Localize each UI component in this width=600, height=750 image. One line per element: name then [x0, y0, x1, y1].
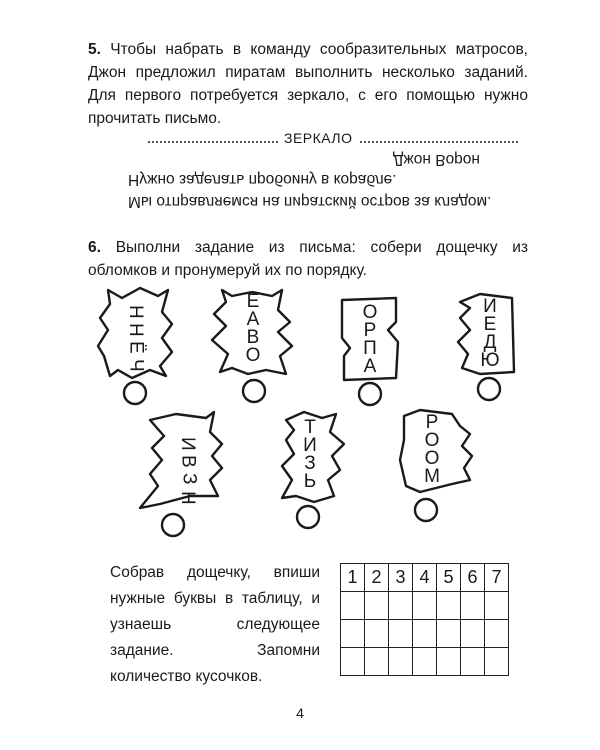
bottom-instruction: Собрав дощечку, впиши нужные буквы в таблицу, и узнаешь следующее задание. Запомни количество кусочков.	[110, 564, 320, 685]
task-5-number: 5.	[88, 41, 101, 58]
grid-header-cell-7: 7	[485, 564, 509, 592]
grid-cell[interactable]	[413, 620, 437, 648]
piece-4-letters: И Е Д Ю	[480, 296, 500, 371]
grid-cell[interactable]	[461, 592, 485, 620]
grid-cell[interactable]	[413, 648, 437, 676]
grid-cell[interactable]	[389, 648, 413, 676]
grid-row	[341, 592, 509, 620]
page-number: 4	[296, 705, 304, 721]
grid-cell[interactable]	[485, 648, 509, 676]
piece-1-letters: Н Н Ё Ч	[125, 305, 147, 372]
grid-header-cell-1: 1	[341, 564, 365, 592]
piece-3-letters: О Р П А	[362, 302, 378, 377]
task-6-number: 6.	[88, 239, 101, 256]
piece-5-circle	[162, 514, 184, 536]
grid-cell[interactable]	[341, 620, 365, 648]
grid-row	[341, 620, 509, 648]
piece-6-letters: Т И З Ь	[303, 417, 317, 492]
grid-header-cell-3: 3	[389, 564, 413, 592]
grid-cell[interactable]	[461, 648, 485, 676]
grid-header-cell-6: 6	[461, 564, 485, 592]
piece-3-circle	[359, 383, 381, 405]
task-6-text: Выполни задание из письма: собери дощечку из обломков и пронумеруй их по порядку.	[88, 239, 529, 279]
piece-1-circle	[124, 382, 146, 404]
grid-cell[interactable]	[437, 620, 461, 648]
task-5-text: Чтобы набрать в команду сообразительных матросов, Джон предложил пиратам выполнить несколько заданий. Для первого потребуется зеркало, с его помощью нужно прочитать письмо.	[88, 41, 528, 127]
grid-cell[interactable]	[437, 648, 461, 676]
grid-row	[341, 648, 509, 676]
piece-7-letters: Р О О М	[424, 412, 440, 487]
grid-header-row	[341, 564, 509, 592]
grid-cell[interactable]	[365, 592, 389, 620]
mirror-signature: Джон Ворон	[392, 151, 480, 168]
piece-5-letters: И В З Н	[177, 437, 200, 505]
grid-cell[interactable]	[437, 592, 461, 620]
grid-cell[interactable]	[485, 592, 509, 620]
grid-cell[interactable]	[389, 592, 413, 620]
piece-2-circle	[243, 380, 265, 402]
grid-cell[interactable]	[341, 592, 365, 620]
grid-cell[interactable]	[461, 620, 485, 648]
grid-cell[interactable]	[365, 648, 389, 676]
grid-cell[interactable]	[413, 592, 437, 620]
piece-2-letters: Е А В О	[245, 291, 261, 366]
grid-cell[interactable]	[389, 620, 413, 648]
piece-7-circle	[415, 499, 437, 521]
mirror-letter-line-1: Мы отправляемся на пиратский остров за кладом.	[128, 193, 492, 210]
grid-cell[interactable]	[341, 648, 365, 676]
piece-4-circle	[478, 378, 500, 400]
grid-header-cell-2: 2	[365, 564, 389, 592]
piece-6-circle	[297, 506, 319, 528]
grid-cell[interactable]	[365, 620, 389, 648]
grid-header-cell-4: 4	[413, 564, 437, 592]
answer-grid	[340, 563, 509, 676]
mirror-letter-line-2: Нужно заделать пробоину в корабле.	[128, 171, 397, 188]
grid-header-cell-5: 5	[437, 564, 461, 592]
grid-cell[interactable]	[485, 620, 509, 648]
mirror-label: ЗЕРКАЛО	[278, 130, 359, 146]
